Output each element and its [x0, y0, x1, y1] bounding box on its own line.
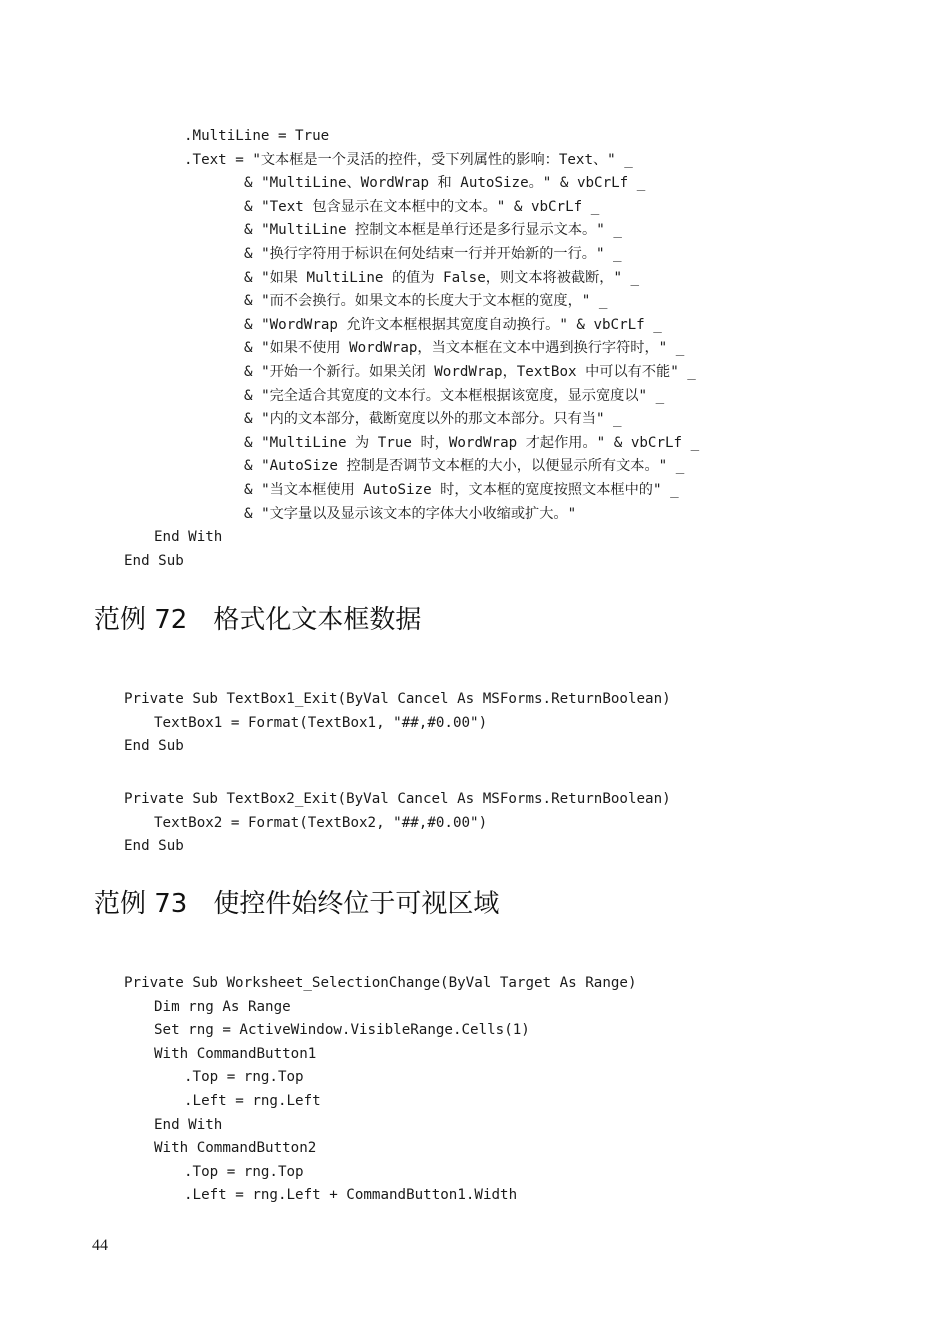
code-line: & "Text 包含显示在文本框中的文本。" & vbCrLf _ — [244, 198, 600, 215]
code-line: & "换行字符用于标识在何处结束一行并开始新的一行。" _ — [244, 246, 622, 262]
code-line: End Sub — [124, 738, 184, 755]
code-line: With CommandButton1 — [154, 1045, 317, 1062]
code-line: With CommandButton2 — [154, 1140, 317, 1157]
code-line: Dim rng As Range — [154, 998, 291, 1015]
code-line: Private Sub TextBox2_Exit(ByVal Cancel As MSForms.ReturnBoolean) — [124, 791, 671, 807]
code-line: Private Sub TextBox1_Exit(ByVal Cancel As MSForms.ReturnBoolean) — [124, 691, 671, 707]
code-line: End Sub — [124, 838, 184, 855]
code-line: & "内的文本部分，截断宽度以外的那文本部分。只有当" _ — [244, 411, 622, 428]
code-line: End Sub — [124, 552, 184, 569]
code-line: .Text = "文本框是一个灵活的控件，受下列属性的影响：Text、" _ — [184, 151, 633, 168]
code-line: & "AutoSize 控制是否调节文本框的大小，以便显示所有文本。" _ — [244, 458, 685, 475]
code-line: .Top = rng.Top — [184, 1069, 304, 1086]
code-line: & "MultiLine 为 True 时，WordWrap 才起作用。" & vbCrLf _ — [244, 434, 700, 451]
page-number: 44 — [92, 1237, 108, 1254]
code-line: .Left = rng.Left + CommandButton1.Width — [184, 1187, 518, 1204]
section-heading-example-73: 范例 73 使控件始终位于可视区域 — [94, 889, 500, 919]
code-line: Set rng = ActiveWindow.VisibleRange.Cells(1) — [154, 1022, 530, 1039]
code-line: & "如果 MultiLine 的值为 False，则文本将被截断，" _ — [244, 269, 640, 286]
section-heading-example-72: 范例 72 格式化文本框数据 — [94, 605, 422, 635]
code-line: & "开始一个新行。如果关闭 WordWrap，TextBox 中可以有不能" _ — [244, 364, 696, 380]
code-line: & "完全适合其宽度的文本行。文本框根据该宽度，显示宽度以" _ — [244, 387, 665, 404]
code-line: TextBox1 = Format(TextBox1, "##,#0.00") — [154, 714, 488, 731]
code-line: & "WordWrap 允许文本框根据其宽度自动换行。" & vbCrLf _ — [244, 316, 662, 333]
code-line: End With — [154, 1116, 223, 1133]
code-line: & "而不会换行。如果文本的长度大于文本框的宽度，" _ — [244, 293, 608, 310]
code-line: & "MultiLine、WordWrap 和 AutoSize。" & vbCrLf _ — [244, 175, 646, 192]
code-line: .Left = rng.Left — [184, 1093, 321, 1109]
code-line: End With — [154, 529, 223, 546]
code-line: TextBox2 = Format(TextBox2, "##,#0.00") — [154, 814, 488, 831]
code-line: & "MultiLine 控制文本框是单行还是多行显示文本。" _ — [244, 222, 622, 239]
code-line: Private Sub Worksheet_SelectionChange(ByVal Target As Range) — [124, 975, 637, 991]
code-line: .Top = rng.Top — [184, 1163, 304, 1180]
code-line: & "如果不使用 WordWrap，当文本框在文本中遇到换行字符时，" _ — [244, 340, 685, 357]
code-line: .MultiLine = True — [184, 128, 330, 144]
code-line: & "当文本框使用 AutoSize 时，文本框的宽度按照文本框中的" _ — [244, 482, 679, 498]
code-line: & "文字量以及显示该文本的字体大小收缩或扩大。" — [244, 505, 577, 522]
